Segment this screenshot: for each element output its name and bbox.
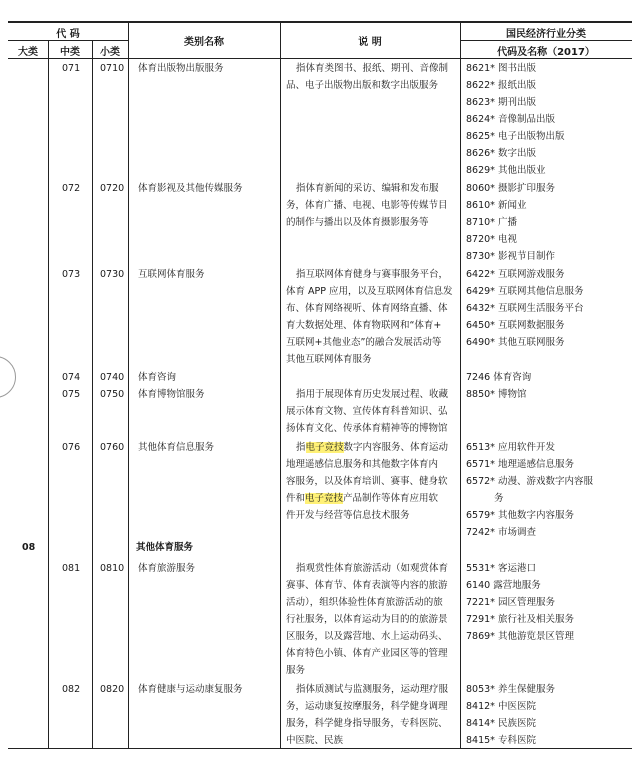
description-line: 互联网+其他业态”的融合发展活动等 bbox=[286, 337, 442, 348]
description-line: 容服务，以及体育培训、赛事、健身软 bbox=[286, 476, 448, 487]
nec-item: 6450* 互联网数据服务 bbox=[466, 320, 565, 331]
header-small: 小类 bbox=[100, 47, 120, 58]
header-code: 代 码 bbox=[56, 29, 80, 40]
mid-code: 082 bbox=[62, 684, 81, 695]
description-line: 体育 APP 应用，以及互联网体育信息发 bbox=[286, 286, 453, 297]
mid-code: 072 bbox=[62, 183, 81, 194]
nec-item: 8414* 民族医院 bbox=[466, 718, 536, 729]
scroll-indicator[interactable] bbox=[0, 356, 16, 398]
category-name: 体育健康与运动康复服务 bbox=[138, 684, 243, 695]
nec-item: 8060* 摄影扩印服务 bbox=[466, 183, 555, 194]
nec-item: 6513* 应用软件开发 bbox=[466, 442, 555, 453]
description-line: 扬体育文化、传承体育精神等的博物馆 bbox=[286, 423, 448, 434]
highlighted-term: 电子竞技 bbox=[305, 493, 344, 504]
nec-item: 6432* 互联网生活服务平台 bbox=[466, 303, 584, 314]
col-divider-2 bbox=[92, 41, 93, 748]
description-line: 的制作与播出以及体育摄影服务等 bbox=[286, 217, 429, 228]
desc-text: 产品制作等体育应用软 bbox=[343, 493, 439, 504]
nec-item: 5531* 客运港口 bbox=[466, 563, 536, 574]
description-line: 体育特色小镇、体育产业园区等的管理 bbox=[286, 648, 448, 659]
category-name: 体育旅游服务 bbox=[138, 563, 196, 574]
nec-item: 8625* 电子出版物出版 bbox=[466, 131, 565, 142]
description-line: 指体质测试与监测服务，运动理疗服 bbox=[296, 684, 449, 695]
mid-code: 073 bbox=[62, 269, 81, 280]
header-bottom-rule bbox=[8, 58, 632, 59]
small-code: 0820 bbox=[100, 684, 125, 695]
description-line: 区服务，以及露营地、水上运动码头、 bbox=[286, 631, 448, 642]
description-line: 布、体育网络视听、体育网络直播、体 bbox=[286, 303, 448, 314]
category-name: 其他体育信息服务 bbox=[138, 442, 215, 453]
description-line: 地理遥感信息服务和其他数字体育内 bbox=[286, 459, 439, 470]
description-line: 展示体育文物、宣传体育科普知识、弘 bbox=[286, 406, 448, 417]
nec-item: 7242* 市场调查 bbox=[466, 527, 536, 538]
desc-text: 数字内容服务、体育运动 bbox=[343, 442, 449, 453]
nec-item: 8053* 养生保健服务 bbox=[466, 684, 555, 695]
description-line: 指体育类图书、报纸、期刊、音像制 bbox=[296, 63, 449, 74]
nec-item: 8415* 专科医院 bbox=[466, 735, 536, 746]
nec-item: 8624* 音像制品出版 bbox=[466, 114, 555, 125]
nec-item: 6422* 互联网游戏服务 bbox=[466, 269, 565, 280]
nec-item: 6140 露营地服务 bbox=[466, 580, 541, 591]
nec-item: 7246 体育咨询 bbox=[466, 372, 532, 383]
header-category: 类别名称 bbox=[184, 37, 224, 48]
col-divider-3 bbox=[128, 22, 129, 748]
description-line: 育大数据处理、体育物联网和“体育+ bbox=[286, 320, 442, 331]
group-code: 08 bbox=[22, 542, 36, 553]
description-line: 指用于展现体育历史发展过程、收藏 bbox=[296, 389, 449, 400]
mid-code: 071 bbox=[62, 63, 81, 74]
nec-item: 8710* 广播 bbox=[466, 217, 517, 228]
mid-code: 081 bbox=[62, 563, 81, 574]
nec-item: 7291* 旅行社及相关服务 bbox=[466, 614, 574, 625]
header-nec-line2: 代码及名称（2017） bbox=[497, 47, 595, 58]
group-title: 其他体育服务 bbox=[136, 542, 194, 553]
description-line: 品、电子出版物出版和数字出版服务 bbox=[286, 80, 439, 91]
nec-item: 8610* 新闻业 bbox=[466, 200, 527, 211]
description-line bbox=[296, 440, 448, 457]
nec-subheader-rule bbox=[460, 40, 632, 41]
header-mid: 中类 bbox=[60, 47, 80, 58]
mid-code: 075 bbox=[62, 389, 81, 400]
description-line: 服务 bbox=[286, 665, 306, 676]
description-line: 指观赏性体育旅游活动（如观赏体育 bbox=[296, 563, 449, 574]
col-divider-5 bbox=[460, 22, 461, 748]
description-line: 服务，科学健身指导服务，专科医院、 bbox=[286, 718, 448, 729]
nec-item: 务 bbox=[494, 493, 504, 504]
category-name: 体育咨询 bbox=[138, 372, 177, 383]
nec-item: 7869* 其他游览景区管理 bbox=[466, 631, 574, 642]
description-line: 活动），组织体验性体育旅游活动的旅 bbox=[286, 597, 443, 608]
description-line: 赛事、体育节、体育表演等内容的旅游 bbox=[286, 580, 448, 591]
description-line: 指互联网体育健身与赛事服务平台， bbox=[296, 269, 449, 280]
description-line: 指体育新闻的采访、编辑和发布服 bbox=[296, 183, 439, 194]
header-nec-line1: 国民经济行业分类 bbox=[506, 29, 586, 40]
mid-code: 076 bbox=[62, 442, 81, 453]
nec-item: 7221* 园区管理服务 bbox=[466, 597, 555, 608]
table-top-rule bbox=[8, 21, 632, 23]
col-divider-1 bbox=[48, 41, 49, 748]
highlighted-term: 电子竞技 bbox=[305, 442, 344, 453]
description-line: 中医院、民族 bbox=[286, 735, 344, 746]
nec-item: 8622* 报纸出版 bbox=[466, 80, 536, 91]
nec-item: 8720* 电视 bbox=[466, 234, 517, 245]
nec-item: 6579* 其他数字内容服务 bbox=[466, 510, 574, 521]
small-code: 0760 bbox=[100, 442, 125, 453]
small-code: 0710 bbox=[100, 63, 125, 74]
nec-item: 8623* 期刊出版 bbox=[466, 97, 536, 108]
desc-text: 件和 bbox=[286, 493, 306, 504]
small-code: 0740 bbox=[100, 372, 125, 383]
nec-item: 8621* 图书出版 bbox=[466, 63, 536, 74]
header-description: 说 明 bbox=[358, 37, 382, 48]
small-code: 0730 bbox=[100, 269, 125, 280]
col-divider-4 bbox=[280, 22, 281, 748]
desc-text: 指 bbox=[296, 442, 306, 453]
category-name: 体育博物馆服务 bbox=[138, 389, 205, 400]
description-line bbox=[286, 491, 438, 508]
small-code: 0810 bbox=[100, 563, 125, 574]
code-subheader-rule bbox=[8, 40, 128, 41]
mid-code: 074 bbox=[62, 372, 81, 383]
nec-item: 6429* 互联网其他信息服务 bbox=[466, 286, 584, 297]
header-big: 大类 bbox=[18, 47, 38, 58]
category-name: 体育出版物出版服务 bbox=[138, 63, 224, 74]
description-line: 务，运动康复按摩服务，科学健身调理 bbox=[286, 701, 448, 712]
category-name: 互联网体育服务 bbox=[138, 269, 205, 280]
nec-item: 8412* 中医医院 bbox=[466, 701, 536, 712]
nec-item: 6571* 地理遥感信息服务 bbox=[466, 459, 574, 470]
small-code: 0720 bbox=[100, 183, 125, 194]
small-code: 0750 bbox=[100, 389, 125, 400]
category-name: 体育影视及其他传媒服务 bbox=[138, 183, 243, 194]
nec-item: 8730* 影视节目制作 bbox=[466, 251, 555, 262]
description-line: 行社服务，以体育运动为目的的旅游景 bbox=[286, 614, 448, 625]
description-line: 务，体育广播、电视、电影等传媒节目 bbox=[286, 200, 448, 211]
nec-item: 8850* 博物馆 bbox=[466, 389, 527, 400]
description-line: 件开发与经营等信息技术服务 bbox=[286, 510, 410, 521]
nec-item: 6490* 其他互联网服务 bbox=[466, 337, 565, 348]
description-line: 其他互联网体育服务 bbox=[286, 354, 372, 365]
nec-item: 6572* 动漫、游戏数字内容服 bbox=[466, 476, 593, 487]
nec-item: 8626* 数字出版 bbox=[466, 148, 536, 159]
nec-item: 8629* 其他出版业 bbox=[466, 165, 546, 176]
